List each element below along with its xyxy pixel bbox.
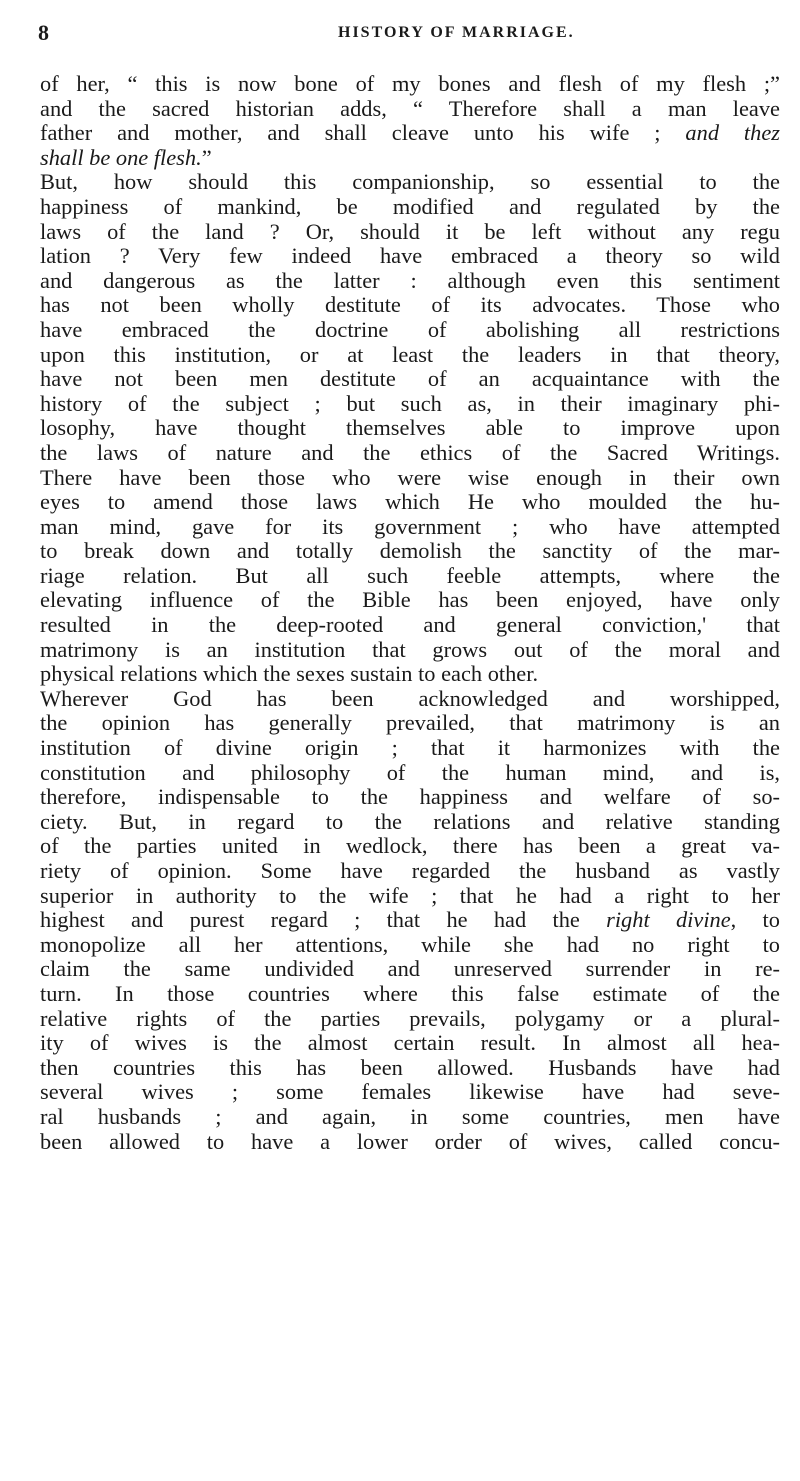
text-line-main: several wives ; some females likewise have had seve-: [40, 1080, 780, 1105]
text-line-main: have not been men destitute of an acquaintance with the: [40, 367, 780, 392]
text-line-tail: ”: [201, 145, 212, 170]
text-line: [40, 662, 780, 687]
text-line-main: But, how should this companionship, so essential to the: [40, 170, 780, 195]
text-line-main: There have been those who were wise enough in their own: [40, 465, 780, 490]
text-line-main: losophy, have thought themselves able to improve upon: [40, 416, 780, 441]
text-line-main: have embraced the doctrine of abolishing all restrictions: [40, 317, 780, 342]
text-line: [40, 834, 780, 859]
text-line: [40, 711, 780, 736]
text-line: [40, 97, 780, 122]
text-line: [40, 367, 780, 392]
text-line-tail: , to: [730, 908, 780, 933]
text-line-italic: shall be one flesh.: [40, 145, 202, 170]
text-line-main: therefore, indispensable to the happiness and welfare of so-: [40, 785, 780, 810]
text-line: [40, 564, 780, 589]
text-line: [40, 957, 780, 982]
text-line: [40, 392, 780, 417]
text-line: [40, 785, 780, 810]
text-line-main: been allowed to have a lower order of wives, called concu-: [40, 1129, 780, 1154]
text-line: [40, 1130, 780, 1155]
text-line-main: man mind, gave for its government ; who have attempted: [40, 514, 780, 539]
text-line: [40, 170, 780, 195]
text-line-main: of her, “ this is now bone of my bones and flesh of my flesh ;”: [40, 72, 780, 96]
text-line: [40, 293, 780, 318]
text-line-main: riety of opinion. Some have regarded the husband as vastly: [40, 859, 780, 883]
text-line: [40, 195, 780, 220]
text-line-main: ity of wives is the almost certain result. In almost all hea-: [40, 1031, 780, 1056]
text-line: [40, 343, 780, 368]
text-line: [40, 1105, 780, 1130]
text-line: [40, 146, 780, 171]
text-line-main: elevating influence of the Bible has been enjoyed, have only: [40, 588, 780, 613]
text-line-main: eyes to amend those laws which He who moulded the hu-: [40, 490, 780, 515]
text-line-main: claim the same undivided and unreserved surrender in re-: [40, 957, 780, 982]
text-line: [40, 810, 780, 835]
text-line-italic: right divine: [606, 908, 731, 933]
text-line: [40, 588, 780, 613]
text-line-main: matrimony is an institution that grows out of the moral and: [40, 637, 780, 662]
text-line: [40, 220, 780, 245]
text-line: [40, 761, 780, 786]
text-line: [40, 687, 780, 712]
text-line: [40, 269, 780, 294]
running-title: HISTORY OF MARRIAGE.: [338, 24, 575, 41]
text-line-main: and dangerous as the latter : although even this sentiment: [40, 268, 780, 293]
text-line: [40, 490, 780, 515]
text-line-main: then countries this has been allowed. Husbands have had: [40, 1055, 780, 1080]
running-head: [38, 20, 778, 50]
text-line-main: riage relation. But all such feeble attempts, where the: [40, 563, 780, 588]
text-line: [40, 884, 780, 909]
text-line-main: superior in authority to the wife ; that he had a right to her: [40, 883, 780, 908]
text-line: [40, 1007, 780, 1032]
text-line: [40, 539, 780, 564]
text-line-main: upon this institution, or at least the leaders in that theory,: [40, 342, 780, 367]
text-line-main: highest and purest regard ; that he had the: [40, 908, 607, 933]
text-line: [40, 72, 780, 97]
text-line: [40, 121, 780, 146]
text-line: [40, 1031, 780, 1056]
text-line-main: physical relations which the sexes sustain to each other.: [40, 662, 539, 687]
text-line-main: ral husbands ; and again, in some countries, men have: [40, 1104, 780, 1129]
text-line: [40, 933, 780, 958]
text-line-main: the laws of nature and the ethics of the Sacred Writings.: [40, 440, 780, 465]
text-line-main: institution of divine origin ; that it harmonizes with the: [40, 736, 780, 761]
text-line-main: of the parties united in wedlock, there has been a great va-: [40, 834, 780, 859]
text-line-main: constitution and philosophy of the human mind, and is,: [40, 760, 780, 785]
text-line-main: happiness of mankind, be modified and regulated by the: [40, 194, 780, 219]
text-line-main: and the sacred historian adds, “ Therefore shall a man leave: [40, 96, 780, 121]
text-line: [40, 1080, 780, 1105]
text-line: [40, 318, 780, 343]
text-line-main: Wherever God has been acknowledged and worshipped,: [40, 686, 780, 711]
text-line-main: the opinion has generally prevailed, that matrimony is an: [40, 711, 780, 736]
body-text: [40, 72, 780, 1154]
text-line: [40, 736, 780, 761]
text-line: [40, 416, 780, 441]
text-line-main: relative rights of the parties prevails, polygamy or a plural-: [40, 1006, 780, 1031]
text-line: [40, 244, 780, 269]
text-line-main: has not been wholly destitute of its advocates. Those who: [40, 293, 780, 318]
text-line-main: to break down and totally demolish the sanctity of the mar-: [40, 539, 780, 564]
text-line: [40, 466, 780, 491]
text-line: [40, 613, 780, 638]
text-line: [40, 441, 780, 466]
text-line-main: father and mother, and shall cleave unto his wife ;: [40, 121, 686, 146]
text-line-italic: and thez: [685, 121, 780, 146]
text-line-main: laws of the land ? Or, should it be left without any regu: [40, 219, 780, 244]
text-line-main: lation ? Very few indeed have embraced a theory so wild: [40, 244, 780, 269]
text-line: [40, 982, 780, 1007]
text-line: [40, 1056, 780, 1081]
text-line-main: monopolize all her attentions, while she had no right to: [40, 932, 780, 957]
page-number: 8: [38, 20, 50, 45]
text-line: [40, 515, 780, 540]
text-line-main: resulted in the deep-rooted and general conviction,' that: [40, 613, 780, 638]
text-line: [40, 908, 780, 933]
text-line: [40, 859, 780, 884]
text-line-main: ciety. But, in regard to the relations and relative standing: [40, 809, 780, 834]
text-line-main: turn. In those countries where this false estimate of the: [40, 981, 780, 1006]
text-line: [40, 638, 780, 663]
text-line-main: history of the subject ; but such as, in their imaginary phi-: [40, 391, 780, 416]
